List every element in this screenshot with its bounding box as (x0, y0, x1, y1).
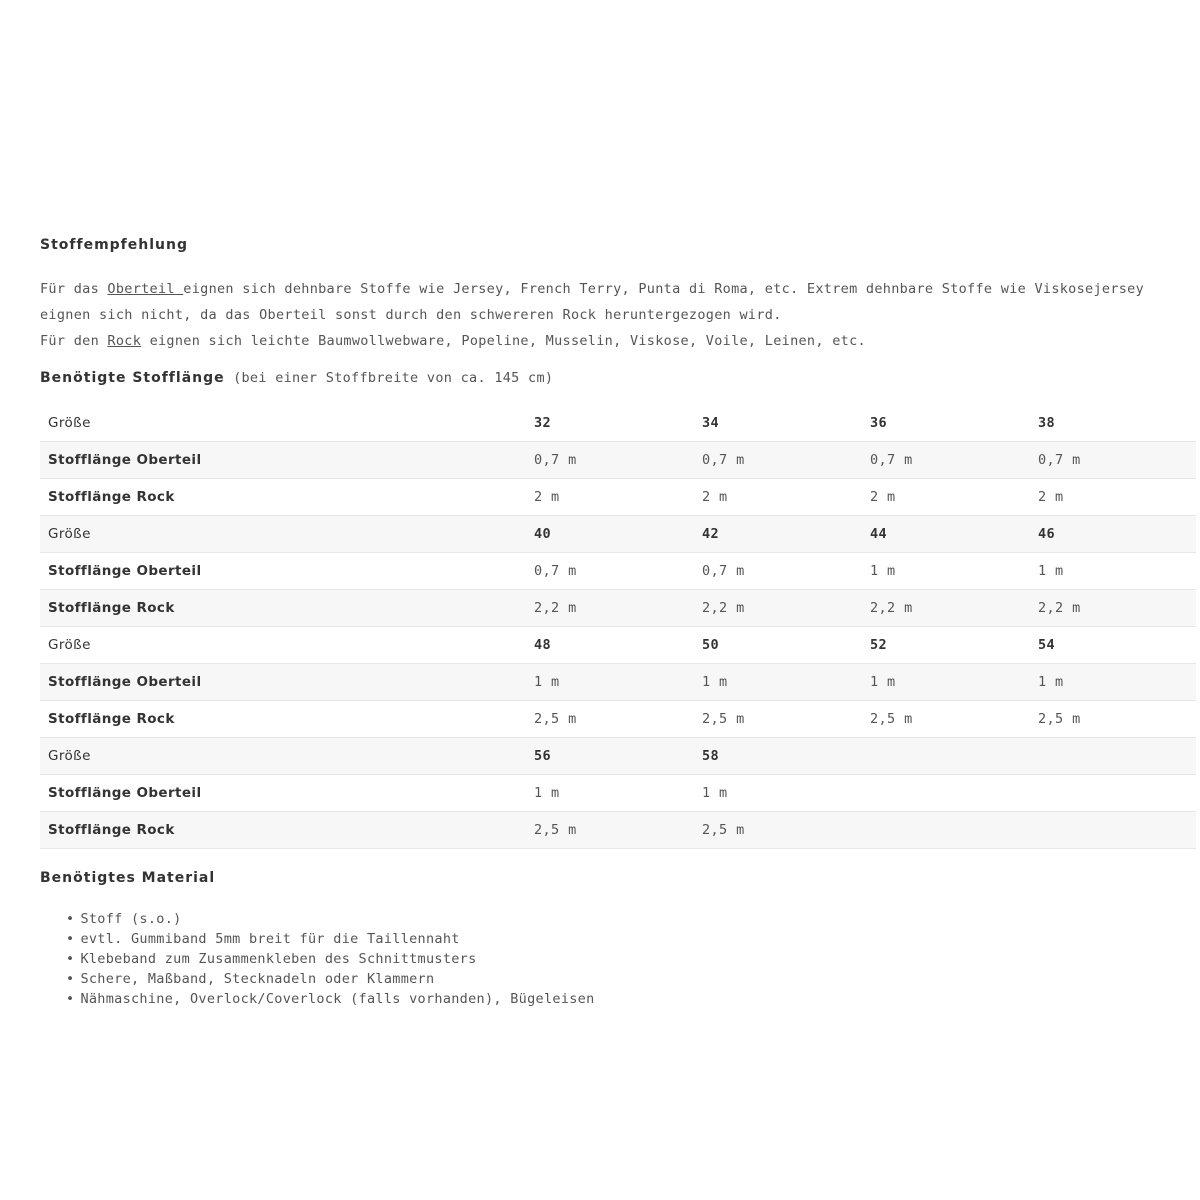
length-value: 2,5 m (1038, 701, 1196, 738)
row-label: Stofflänge Oberteil (40, 553, 534, 590)
length-value: 1 m (1038, 553, 1196, 590)
length-value: 0,7 m (534, 442, 702, 479)
length-value: 2 m (702, 479, 870, 516)
size-value: 44 (870, 516, 1038, 553)
length-value: 1 m (534, 775, 702, 812)
size-value: 54 (1038, 627, 1196, 664)
size-value: 48 (534, 627, 702, 664)
length-value: 1 m (1038, 664, 1196, 701)
length-value: 1 m (534, 664, 702, 701)
fabric-length-table-body (40, 405, 1196, 849)
text-segment: Für das (40, 281, 108, 297)
oberteil-link[interactable]: Oberteil (107, 281, 184, 297)
length-value: 2,5 m (534, 812, 702, 849)
length-value: 1 m (702, 775, 870, 812)
size-value: 34 (702, 405, 870, 442)
size-value: 52 (870, 627, 1038, 664)
fabric-recommendation-text (40, 276, 1196, 354)
size-header-row (40, 516, 1196, 553)
size-label: Größe (40, 405, 534, 442)
table-row (40, 479, 1196, 516)
list-item: • Schere, Maßband, Stecknadeln oder Klammern (66, 969, 1196, 989)
length-value: 0,7 m (702, 442, 870, 479)
text-segment: eignen sich leichte Baumwollwebware, Popeline, Musselin, Viskose, Voile, Leinen, etc. (141, 333, 866, 349)
size-value: 42 (702, 516, 870, 553)
row-label: Stofflänge Oberteil (40, 442, 534, 479)
material-heading: Benötigtes Material (40, 870, 216, 886)
size-value: 36 (870, 405, 1038, 442)
row-label: Stofflänge Rock (40, 701, 534, 738)
table-row (40, 775, 1196, 812)
table-row (40, 664, 1196, 701)
length-value (870, 775, 1038, 812)
row-label: Stofflänge Oberteil (40, 664, 534, 701)
size-value (870, 738, 1038, 775)
list-item: • evtl. Gummiband 5mm breit für die Taillennaht (66, 929, 1196, 949)
length-value: 1 m (702, 664, 870, 701)
length-value: 1 m (870, 664, 1038, 701)
size-value: 50 (702, 627, 870, 664)
table-row (40, 701, 1196, 738)
length-value: 2,5 m (870, 701, 1038, 738)
row-label: Stofflänge Rock (40, 812, 534, 849)
size-value: 58 (702, 738, 870, 775)
row-label: Stofflänge Rock (40, 479, 534, 516)
table-row (40, 590, 1196, 627)
text-segment: Für den (40, 333, 108, 349)
fabric-length-heading-line (40, 368, 1196, 387)
length-value: 2,2 m (1038, 590, 1196, 627)
size-value: 40 (534, 516, 702, 553)
fabric-length-heading: Benötigte Stofflänge (40, 370, 225, 386)
length-value: 0,7 m (870, 442, 1038, 479)
row-label: Stofflänge Oberteil (40, 775, 534, 812)
text-segment: eignen sich dehnbare Stoffe wie Jersey, French Terry, Punta di Roma, etc. Extrem dehnbare Stoffe wie Viskosejersey eignen sich nicht, da das Oberteil sonst durch den schwereren Rock heruntergezogen wird. (40, 281, 1145, 323)
size-value: 32 (534, 405, 702, 442)
fabric-recommendation-heading: Stoffempfehlung (40, 237, 188, 253)
size-value (1038, 738, 1196, 775)
length-value: 2,5 m (534, 701, 702, 738)
size-label: Größe (40, 738, 534, 775)
size-header-row (40, 627, 1196, 664)
rock-link[interactable]: Rock (107, 333, 142, 349)
table-row (40, 812, 1196, 849)
size-header-row (40, 738, 1196, 775)
row-label: Stofflänge Rock (40, 590, 534, 627)
length-value: 2 m (534, 479, 702, 516)
table-row (40, 553, 1196, 590)
size-value: 56 (534, 738, 702, 775)
length-value: 1 m (870, 553, 1038, 590)
product-description (40, 236, 1196, 1009)
length-value (870, 812, 1038, 849)
length-value: 0,7 m (1038, 442, 1196, 479)
length-value (1038, 812, 1196, 849)
size-value: 38 (1038, 405, 1196, 442)
length-value: 2,2 m (702, 590, 870, 627)
size-label: Größe (40, 627, 534, 664)
length-value: 2,2 m (534, 590, 702, 627)
length-value: 0,7 m (534, 553, 702, 590)
fabric-width-note: (bei einer Stoffbreite von ca. 145 cm) (224, 370, 554, 386)
size-header-row (40, 405, 1196, 442)
table-row (40, 442, 1196, 479)
fabric-length-table (40, 405, 1196, 849)
material-list (40, 909, 1196, 1009)
list-item: • Nähmaschine, Overlock/Coverlock (falls vorhanden), Bügeleisen (66, 989, 1196, 1009)
length-value: 2,5 m (702, 812, 870, 849)
length-value: 2 m (1038, 479, 1196, 516)
length-value: 2 m (870, 479, 1038, 516)
list-item: • Stoff (s.o.) (66, 909, 1196, 929)
length-value (1038, 775, 1196, 812)
length-value: 0,7 m (702, 553, 870, 590)
size-value: 46 (1038, 516, 1196, 553)
length-value: 2,5 m (702, 701, 870, 738)
size-label: Größe (40, 516, 534, 553)
list-item: • Klebeband zum Zusammenkleben des Schnittmusters (66, 949, 1196, 969)
length-value: 2,2 m (870, 590, 1038, 627)
